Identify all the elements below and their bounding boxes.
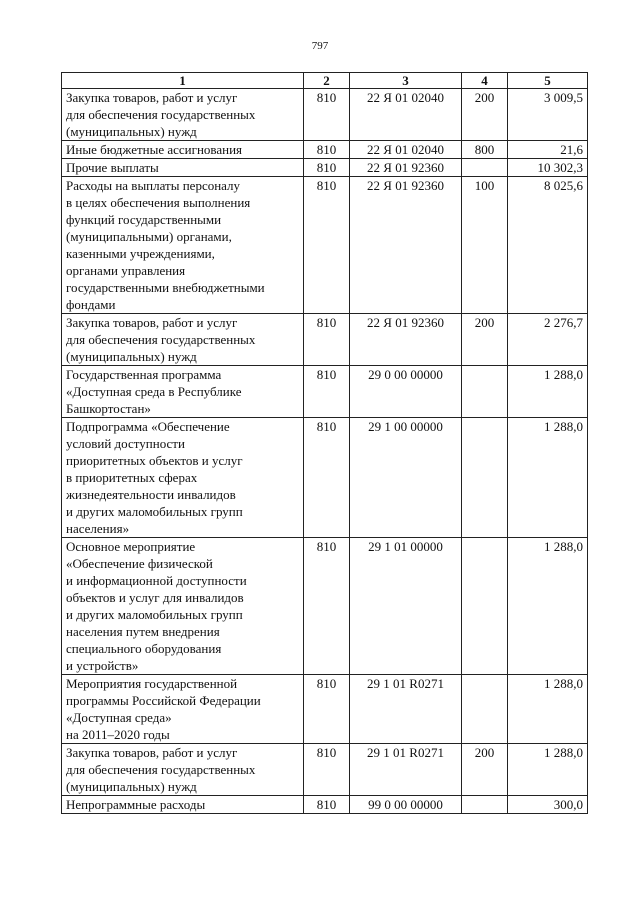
table-row: [62, 366, 588, 418]
item-name: Закупка товаров, работ и услуг для обеспечения государственных (муниципальных) нужд: [62, 314, 304, 366]
table-row: [62, 418, 588, 538]
item-name: Закупка товаров, работ и услуг для обеспечения государственных (муниципальных) нужд: [62, 744, 304, 796]
expense-type-code: [462, 418, 508, 538]
amount: 10 302,3: [508, 159, 588, 177]
target-article-code: 22 Я 01 92360: [350, 159, 462, 177]
department-code: 810: [304, 796, 350, 814]
amount: 1 288,0: [508, 675, 588, 744]
table-row: [62, 538, 588, 675]
target-article-code: 29 1 01 R0271: [350, 744, 462, 796]
expense-type-code: [462, 366, 508, 418]
header-cell: 5: [508, 73, 588, 89]
amount: 2 276,7: [508, 314, 588, 366]
item-name: Прочие выплаты: [62, 159, 304, 177]
target-article-code: 29 1 00 00000: [350, 418, 462, 538]
amount: 1 288,0: [508, 418, 588, 538]
department-code: 810: [304, 675, 350, 744]
item-name: Расходы на выплаты персоналу в целях обеспечения выполнения функций государственными (муниципальными) органами, казенными учреждениями, органами управления государственными внебюджетными фондами: [62, 177, 304, 314]
table-row: [62, 796, 588, 814]
table-row: [62, 159, 588, 177]
department-code: 810: [304, 366, 350, 418]
header-cell: 4: [462, 73, 508, 89]
target-article-code: 99 0 00 00000: [350, 796, 462, 814]
target-article-code: 22 Я 01 92360: [350, 177, 462, 314]
expense-type-code: 200: [462, 89, 508, 141]
header-row: [62, 73, 588, 89]
expense-type-code: [462, 538, 508, 675]
page-number: 797: [311, 40, 329, 52]
budget-table: [61, 72, 588, 814]
expense-type-code: [462, 159, 508, 177]
expense-type-code: 800: [462, 141, 508, 159]
expense-type-code: 200: [462, 314, 508, 366]
amount: 1 288,0: [508, 538, 588, 675]
expense-type-code: [462, 675, 508, 744]
amount: 1 288,0: [508, 744, 588, 796]
department-code: 810: [304, 177, 350, 314]
amount: 3 009,5: [508, 89, 588, 141]
department-code: 810: [304, 89, 350, 141]
item-name: Закупка товаров, работ и услуг для обеспечения государственных (муниципальных) нужд: [62, 89, 304, 141]
target-article-code: 22 Я 01 02040: [350, 89, 462, 141]
item-name: Иные бюджетные ассигнования: [62, 141, 304, 159]
department-code: 810: [304, 538, 350, 675]
department-code: 810: [304, 744, 350, 796]
expense-type-code: 200: [462, 744, 508, 796]
table-row: [62, 744, 588, 796]
amount: 1 288,0: [508, 366, 588, 418]
target-article-code: 29 1 01 R0271: [350, 675, 462, 744]
item-name: Основное мероприятие «Обеспечение физической и информационной доступности объектов и услуг для инвалидов и других маломобильных групп населения путем внедрения специального оборудования и устройств»: [62, 538, 304, 675]
item-name: Подпрограмма «Обеспечение условий доступности приоритетных объектов и услуг в приоритетных сферах жизнедеятельности инвалидов и других маломобильных групп населения»: [62, 418, 304, 538]
target-article-code: 29 0 00 00000: [350, 366, 462, 418]
table-row: [62, 675, 588, 744]
target-article-code: 29 1 01 00000: [350, 538, 462, 675]
department-code: 810: [304, 159, 350, 177]
table-row: [62, 89, 588, 141]
amount: 21,6: [508, 141, 588, 159]
header-cell: 1: [62, 73, 304, 89]
amount: 300,0: [508, 796, 588, 814]
expense-type-code: [462, 796, 508, 814]
expense-type-code: 100: [462, 177, 508, 314]
table-row: [62, 141, 588, 159]
header-cell: 2: [304, 73, 350, 89]
department-code: 810: [304, 314, 350, 366]
department-code: 810: [304, 418, 350, 538]
amount: 8 025,6: [508, 177, 588, 314]
department-code: 810: [304, 141, 350, 159]
header-cell: 3: [350, 73, 462, 89]
item-name: Государственная программа «Доступная среда в Республике Башкортостан»: [62, 366, 304, 418]
item-name: Непрограммные расходы: [62, 796, 304, 814]
target-article-code: 22 Я 01 92360: [350, 314, 462, 366]
item-name: Мероприятия государственной программы Российской Федерации «Доступная среда» на 2011–2020 годы: [62, 675, 304, 744]
table-row: [62, 314, 588, 366]
target-article-code: 22 Я 01 02040: [350, 141, 462, 159]
table-row: [62, 177, 588, 314]
